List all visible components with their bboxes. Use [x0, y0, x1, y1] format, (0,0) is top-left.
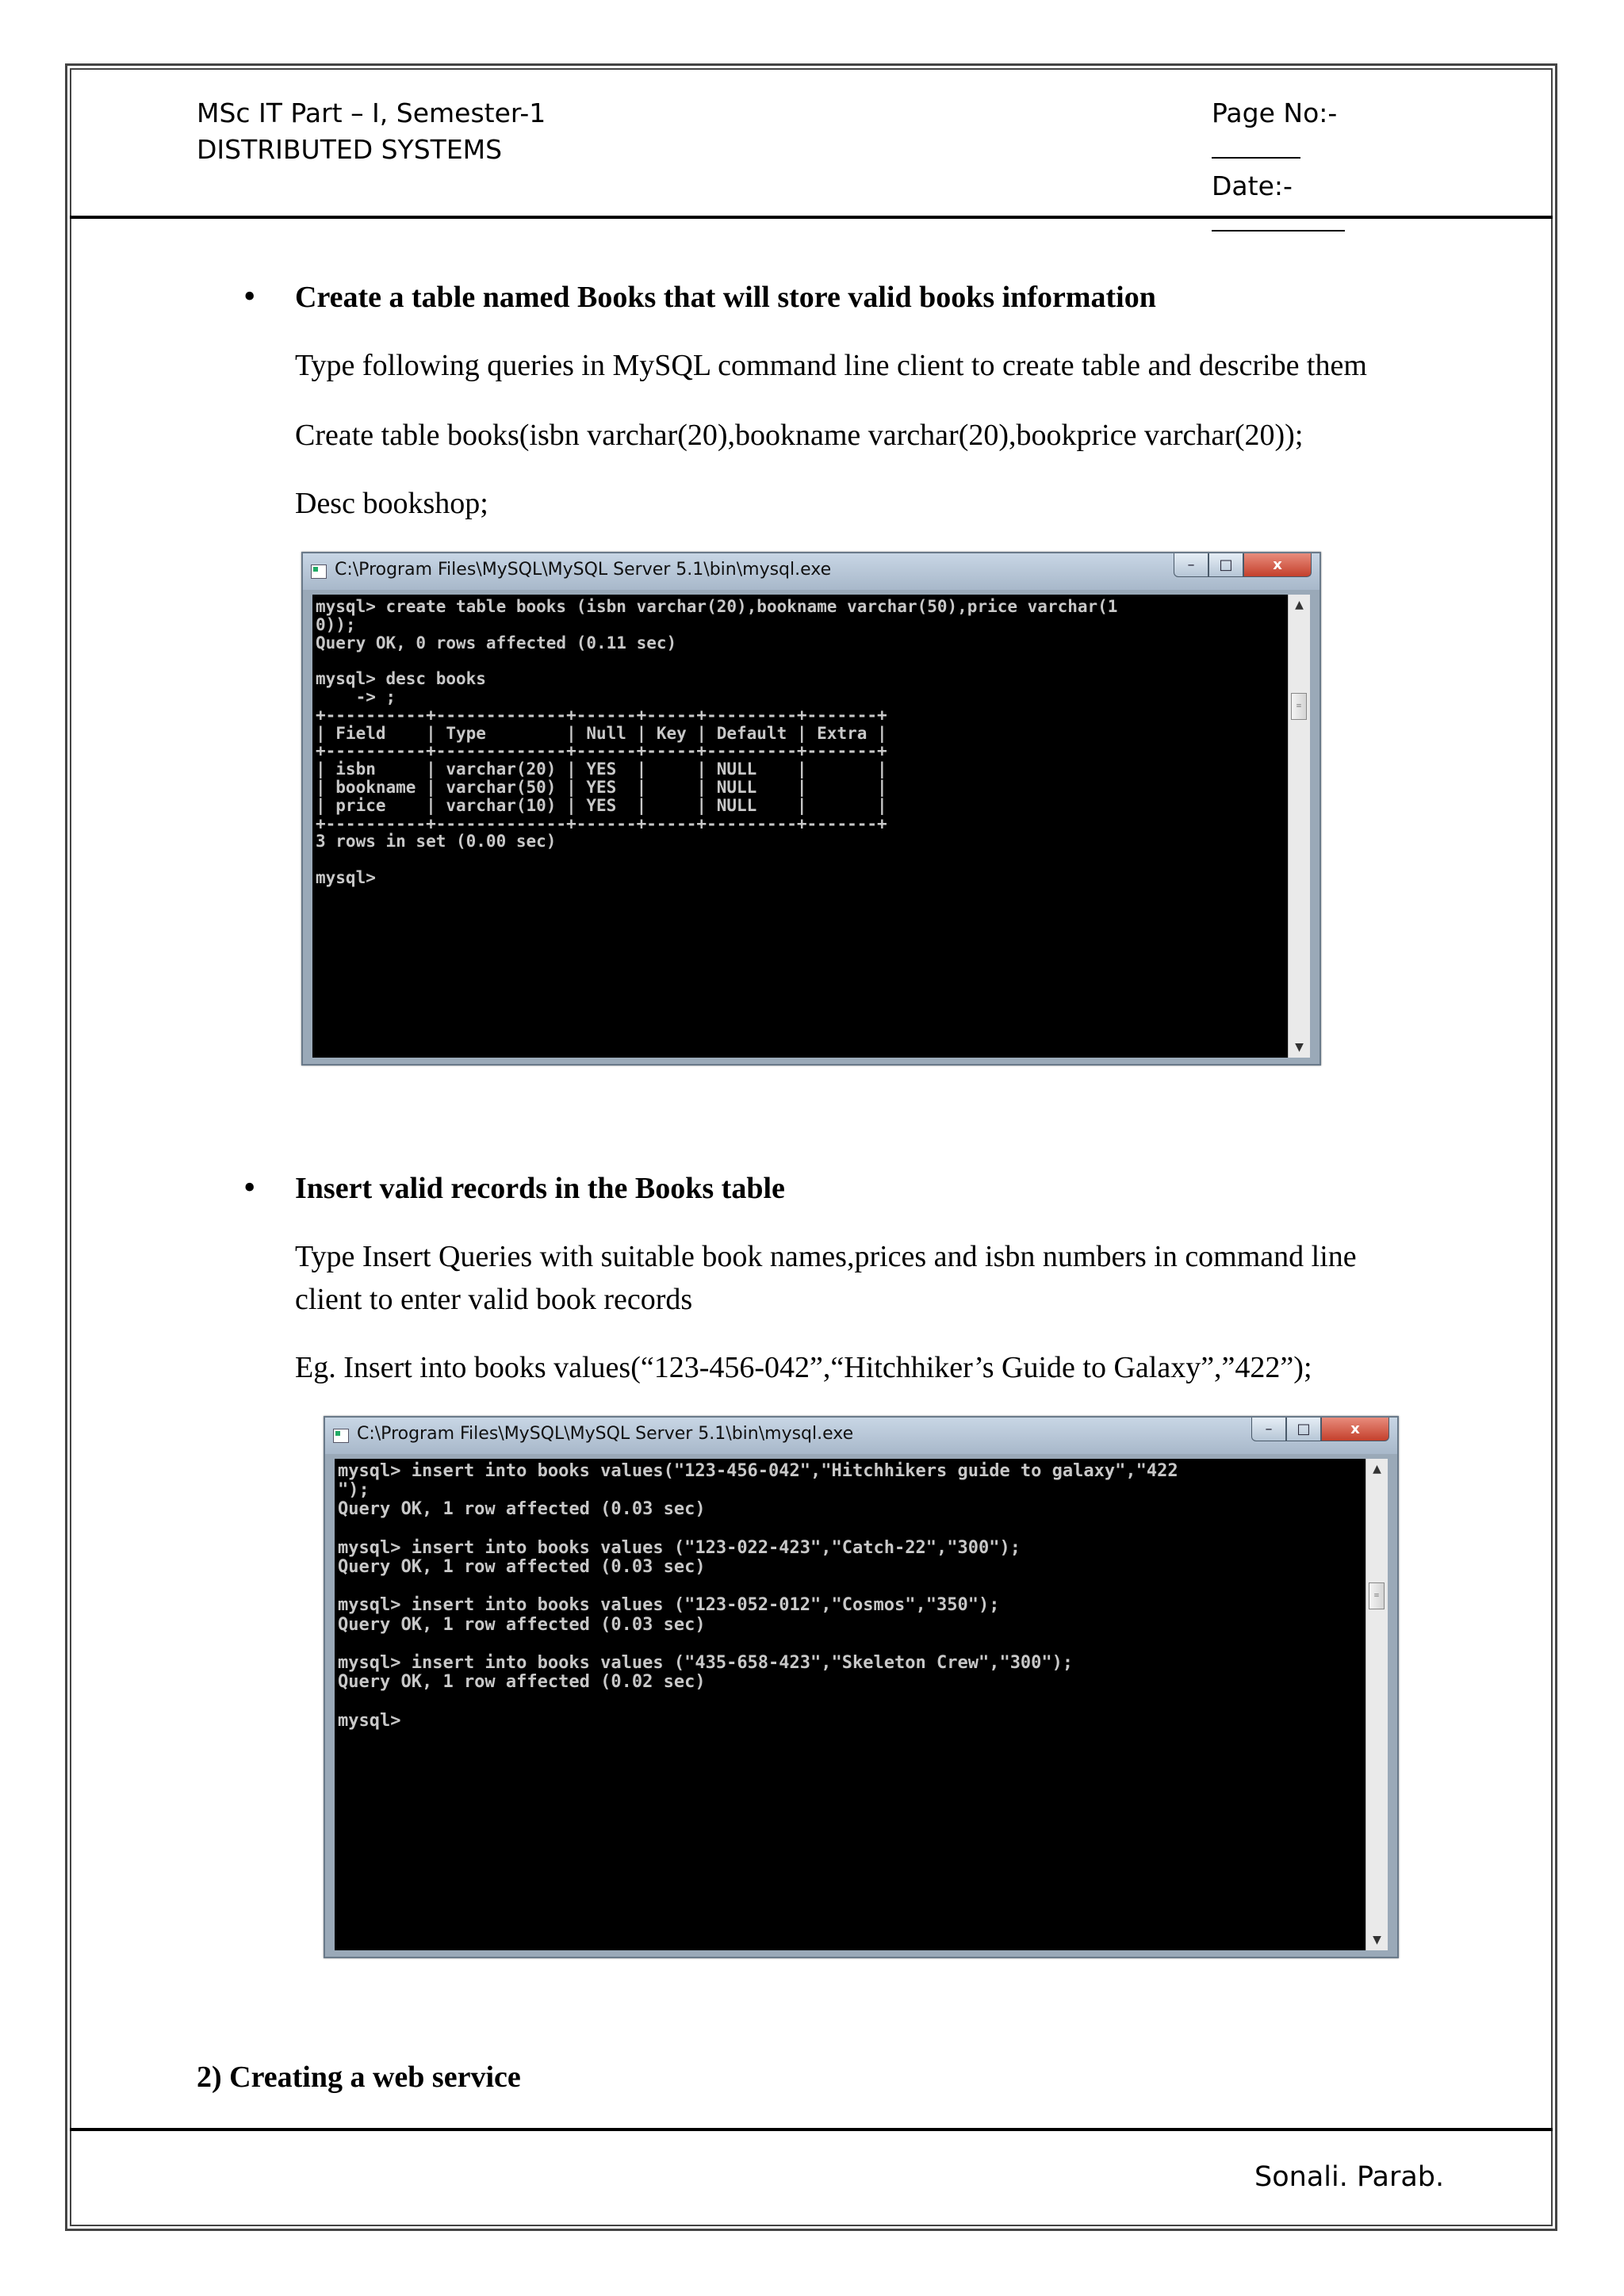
window-controls — [1251, 1418, 1389, 1441]
scroll-thumb[interactable]: ≡ — [1291, 693, 1307, 720]
page-no-blank — [1212, 133, 1300, 159]
minimize-button[interactable]: – — [1251, 1418, 1286, 1441]
subject-title: DISTRIBUTED SYSTEMS — [197, 134, 503, 165]
minimize-button[interactable]: – — [1174, 553, 1208, 577]
instruction-text: Type following queries in MySQL command line client to create table and describe them — [295, 349, 1367, 382]
mysql-console-window[interactable] — [324, 1416, 1399, 1958]
vertical-scrollbar[interactable] — [1365, 1459, 1388, 1950]
footer-divider — [70, 2128, 1553, 2131]
console-screen[interactable] — [335, 1459, 1365, 1950]
close-button[interactable]: x — [1321, 1418, 1389, 1441]
section-heading-insert-records: Insert valid records in the Books table — [295, 1172, 785, 1205]
console-output: mysql> create table books (isbn varchar(20),bookname varchar(50),price varchar(1 0)); Query OK, 0 rows affected (0.11 sec) mysql> desc books -> ; +----------+-------------+------+-----+---------+-------+ | Field | Type | Null | Key | Default | Extra | +----------+-------------+------+-----+---------+-------+ | isbn | varchar(20) | YES | | NULL | | | bookname | varchar(50) | YES | | NULL | | | price | varchar(10) | YES | | NULL | | +----------+-------------+------+-----+---------+-------+ 3 rows in set (0.00 sec) mysql> — [316, 597, 1118, 887]
page-header-right — [1212, 95, 1434, 241]
insert-example-query: Eg. Insert into books values(“123-456-042”,“Hitchhiker’s Guide to Galaxy”,”422”); — [295, 1351, 1312, 1384]
page-no-label: Page No:- — [1212, 98, 1338, 128]
console-output: mysql> insert into books values("123-456-042","Hitchhikers guide to galaxy","422 "); Query OK, 1 row affected (0.03 sec) mysql> insert into books values ("123-022-423","Catch-22","300"); Query OK, 1 row affected (0.03 sec) mysql> insert into books values ("123-052-012","Cosmos","350"); Query OK, 1 row affected (0.03 sec) mysql> insert into books values ("435-658-423","Skeleton Crew","300"); Query OK, 1 row affected (0.02 sec) mysql> — [338, 1461, 1178, 1731]
desc-query: Desc bookshop; — [295, 487, 488, 520]
footer-author: Sonali. Parab. — [1254, 2161, 1445, 2193]
course-title: MSc IT Part – I, Semester-1 — [197, 98, 546, 128]
maximize-button[interactable]: □ — [1286, 1418, 1321, 1441]
scroll-down-arrow-icon[interactable]: ▼ — [1295, 1041, 1304, 1054]
console-titlebar[interactable] — [303, 553, 1320, 590]
scroll-down-arrow-icon[interactable]: ▼ — [1373, 1934, 1381, 1946]
vertical-scrollbar[interactable] — [1288, 595, 1310, 1058]
scroll-up-arrow-icon[interactable]: ▲ — [1295, 599, 1304, 611]
console-app-icon — [333, 1429, 349, 1443]
bullet-icon: • — [243, 1168, 256, 1207]
mysql-console-window[interactable] — [301, 552, 1321, 1066]
create-table-query: Create table books(isbn varchar(20),bookname varchar(20),bookprice varchar(20)); — [295, 419, 1304, 452]
console-title: C:\Program Files\MySQL\MySQL Server 5.1\bin\mysql.exe — [335, 560, 832, 580]
console-screen[interactable] — [312, 595, 1288, 1058]
section-heading-create-table: Create a table named Books that will store valid books information — [295, 281, 1156, 314]
maximize-button[interactable]: □ — [1208, 553, 1243, 577]
page-header-left — [197, 95, 546, 168]
insert-instruction-text: Type Insert Queries with suitable book names,prices and isbn numbers in command line client to enter valid book records — [295, 1240, 1357, 1316]
bullet-icon: • — [243, 277, 256, 316]
scroll-thumb[interactable]: ≡ — [1369, 1582, 1385, 1609]
page-number-field — [1212, 95, 1434, 168]
date-label: Date:- — [1212, 170, 1293, 201]
console-app-icon — [311, 564, 327, 579]
date-blank — [1212, 206, 1345, 232]
console-title: C:\Program Files\MySQL\MySQL Server 5.1\bin\mysql.exe — [357, 1424, 854, 1444]
console-titlebar[interactable] — [325, 1418, 1397, 1454]
scroll-up-arrow-icon[interactable]: ▲ — [1373, 1463, 1381, 1475]
close-button[interactable]: x — [1243, 553, 1312, 577]
date-field — [1212, 168, 1434, 241]
section-heading-web-service: 2) Creating a web service — [197, 2061, 521, 2094]
window-controls — [1174, 553, 1312, 577]
